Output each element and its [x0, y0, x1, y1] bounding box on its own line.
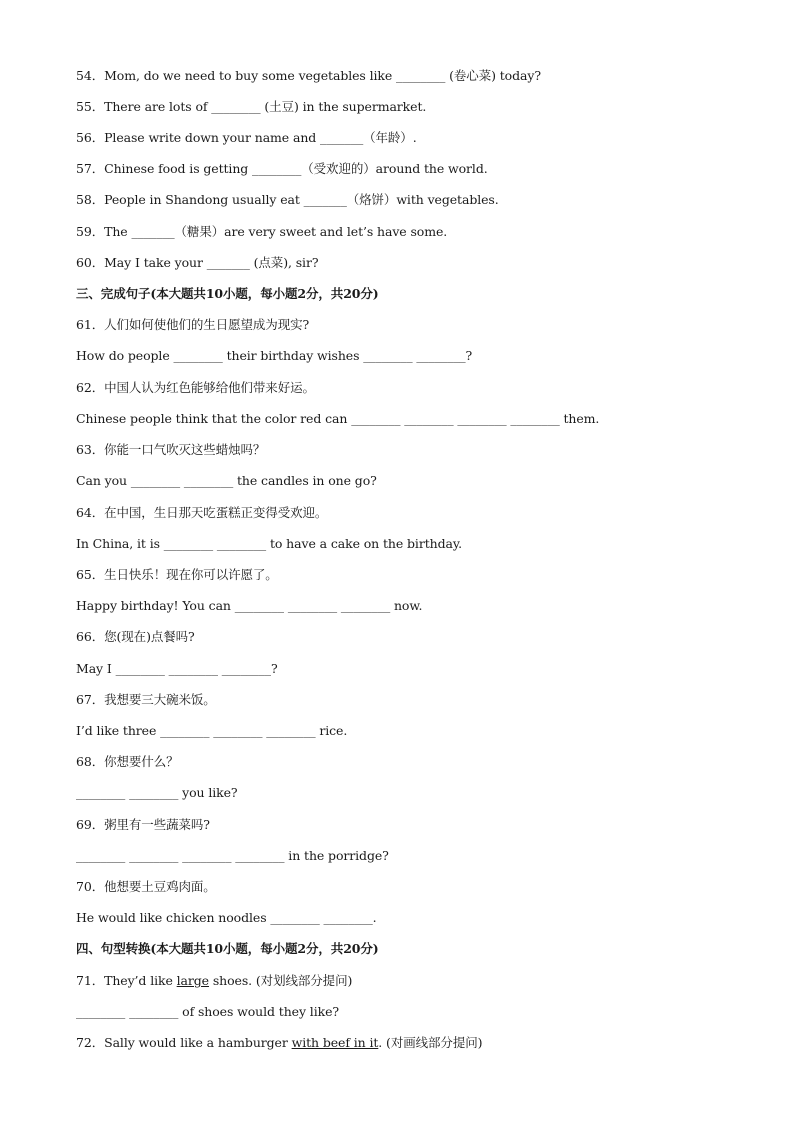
question-65-prompt: 65．生日快乐！现在你可以许愿了。 — [76, 567, 278, 582]
question-64-prompt: 64．在中国，生日那天吃蛋糕正变得受欢迎。 — [76, 505, 328, 520]
question-72-before: 72．Sally would like a hamburger — [76, 1035, 292, 1050]
question-62-prompt: 62．中国人认为红色能够给他们带来好运。 — [76, 380, 315, 395]
question-61-answer: How do people ________ their birthday wishes ________ ________? — [76, 348, 473, 363]
question-56: 56．Please write down your name and _______（年龄）. — [76, 130, 417, 145]
question-57: 57．Chinese food is getting ________（受欢迎的）around the world. — [76, 161, 488, 176]
question-66-prompt: 66．您(现在)点餐吗? — [76, 629, 195, 644]
question-70-prompt: 70．他想要土豆鸡肉面。 — [76, 879, 216, 894]
question-61-prompt: 61．人们如何使他们的生日愿望成为现实? — [76, 317, 310, 332]
question-70-answer: He would like chicken noodles ________ ________. — [76, 910, 377, 925]
question-71-after: shoes. (对划线部分提问) — [208, 973, 353, 988]
question-58: 58．People in Shandong usually eat _______（烙饼）with vegetables. — [76, 192, 499, 207]
question-67-prompt: 67．我想要三大碗米饭。 — [76, 692, 216, 707]
question-71-answer: ________ ________ of shoes would they like? — [76, 1004, 339, 1019]
question-55: 55．There are lots of ________ (土豆) in the supermarket. — [76, 99, 427, 114]
question-68-answer: ________ ________ you like? — [76, 785, 238, 800]
question-71-underlined: large — [176, 973, 209, 988]
question-59: 59．The _______（糖果）are very sweet and let’s have some. — [76, 224, 448, 239]
question-72-underlined: with beef in it — [291, 1035, 379, 1050]
question-69-answer: ________ ________ ________ ________ in the porridge? — [76, 848, 389, 863]
question-71 — [76, 973, 352, 989]
section-heading-4: 四、句型转换(本大题共10小题，每小题2分，共20分) — [76, 941, 379, 956]
question-54: 54．Mom, do we need to buy some vegetables like ________ (卷心菜) today? — [76, 68, 541, 83]
question-66-answer: May I ________ ________ ________? — [76, 661, 278, 676]
question-64-answer: In China, it is ________ ________ to have a cake on the birthday. — [76, 536, 463, 551]
question-63-prompt: 63．你能一口气吹灭这些蜡烛吗？ — [76, 442, 266, 457]
section-heading-3: 三、完成句子(本大题共10小题，每小题2分，共20分) — [76, 286, 379, 301]
question-60: 60．May I take your _______ (点菜), sir? — [76, 255, 319, 270]
question-65-answer: Happy birthday! You can ________ ________ ________ now. — [76, 598, 423, 613]
question-69-prompt: 69．粥里有一些蔬菜吗? — [76, 817, 210, 832]
question-63-answer: Can you ________ ________ the candles in one go? — [76, 473, 377, 488]
question-71-before: 71．They’d like — [76, 973, 177, 988]
question-67-answer: I’d like three ________ ________ ________ rice. — [76, 723, 348, 738]
question-72-after: . (对画线部分提问) — [378, 1035, 483, 1050]
question-62-answer: Chinese people think that the color red can ________ ________ ________ ________ them. — [76, 411, 600, 426]
question-68-prompt: 68．你想要什么？ — [76, 754, 179, 769]
question-72 — [76, 1035, 482, 1051]
